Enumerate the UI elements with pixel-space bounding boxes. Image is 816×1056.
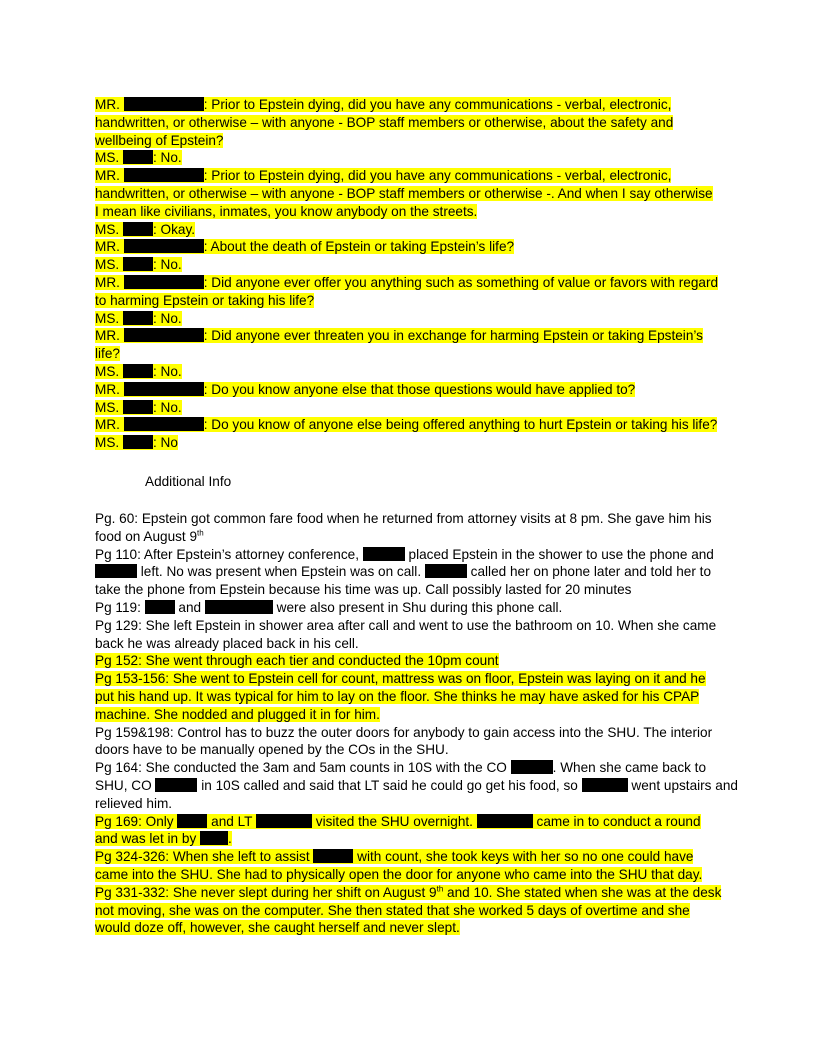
note-text: back he was already placed back in his cell. (95, 635, 359, 651)
transcript-line: MS. : Okay. (95, 221, 196, 237)
redaction-block (124, 97, 204, 111)
transcript-line: MS. : No. (95, 257, 182, 273)
note-text: with count, she took keys with her so no one could have (357, 849, 694, 865)
speaker-label: MS. (95, 310, 120, 326)
note-text: and was let in by (95, 831, 197, 847)
transcript-text: handwritten, or otherwise – with anyone - BOP staff members or otherwise -. And when I say otherwise (95, 185, 713, 201)
transcript-entry (95, 256, 725, 274)
note-text: and (178, 599, 202, 615)
transcript-text: handwritten, or otherwise – with anyone - BOP staff members or otherwise, about the safety and (95, 114, 674, 130)
superscript: th (436, 884, 444, 894)
transcript-line (95, 132, 725, 150)
transcript-entry (95, 96, 725, 149)
transcript-entry (95, 274, 725, 310)
note-text: relieved him. (95, 795, 173, 811)
transcript-line: MS. : No. (95, 150, 182, 166)
redaction-block (313, 849, 353, 863)
transcript-entry (95, 363, 725, 381)
note-text: in 10S called and said that LT said he could go get his food, so (201, 777, 578, 793)
transcript-entry (95, 416, 725, 434)
redaction-block (363, 547, 405, 561)
speaker-label: MR. (95, 168, 120, 184)
redaction-block (155, 778, 197, 792)
note-text: Pg 129: She left Epstein in shower area after call and went to use the bathroom on 10. When she came (95, 617, 717, 633)
note-text: would doze off, however, she caught herself and never slept. (95, 920, 460, 936)
transcript-text: About the death of Epstein or taking Epstein’s life? (210, 239, 515, 255)
note-pg110 (95, 546, 725, 599)
transcript-text: Prior to Epstein dying, did you have any communications - verbal, electronic, (211, 168, 672, 184)
note-pg152 (95, 652, 725, 670)
note-text: take the phone from Epstein because his time was up. Call possibly lasted for 20 minutes (95, 582, 632, 598)
transcript-text: to harming Epstein or taking his life? (95, 292, 315, 308)
redaction-block (124, 168, 204, 182)
redaction-block (123, 364, 153, 378)
transcript-line: MS. : No. (95, 399, 182, 415)
transcript-line: MR. : Prior to Epstein dying, did you have any communications - verbal, electronic, (95, 97, 672, 112)
redaction-block (95, 564, 137, 578)
note-pg331 (95, 884, 725, 937)
transcript-text: Do you know anyone else that those questions would have applied to? (211, 381, 636, 397)
note-text: Pg 331-332: She never slept during her shift on August 9 (95, 884, 437, 900)
section-heading: Additional Info (145, 474, 232, 489)
transcript-text: Prior to Epstein dying, did you have any communications - verbal, electronic, (211, 97, 672, 112)
note-text: food on August 9 (95, 528, 198, 544)
note-text: doors have to be manually opened by the COs in the SHU. (95, 742, 449, 758)
speaker-label: MS. (95, 257, 120, 273)
transcript-line: MR. : Did anyone ever threaten you in exchange for harming Epstein or taking Epstein’s (95, 328, 703, 344)
speaker-label: MS. (95, 150, 120, 166)
transcript-line (95, 345, 725, 363)
note-text: . When she came back to (552, 760, 707, 776)
transcript-line (95, 185, 725, 203)
note-pg169 (95, 813, 725, 849)
note-text: Pg 153-156: She went to Epstein cell for count, mattress was on floor, Epstein was laying on it and he (95, 671, 706, 687)
note-text: visited the SHU overnight. (315, 813, 473, 829)
transcript-entry (95, 221, 725, 239)
transcript-text: life? (95, 346, 120, 362)
transcript-line (95, 292, 725, 310)
transcript-line: MR. : About the death of Epstein or taking Epstein’s life? (95, 239, 515, 255)
note-pg60 (95, 510, 725, 546)
note-text: machine. She nodded and plugged it in for him. (95, 706, 380, 722)
transcript-entry (95, 149, 725, 167)
redaction-block (256, 814, 312, 828)
interview-transcript (95, 96, 725, 452)
note-text: called her on phone later and told her to (470, 564, 711, 580)
transcript-line: MR. : Did anyone ever offer you anything such as something of value or favors with regard (95, 274, 719, 290)
speaker-label: MR. (95, 417, 120, 433)
transcript-text: No. (160, 363, 182, 379)
note-text: Pg 152: She went through each tier and conducted the 10pm count (95, 653, 499, 669)
note-text: Pg 110: After Epstein’s attorney conference, (95, 546, 359, 562)
transcript-entry (95, 381, 725, 399)
speaker-label: MR. (95, 274, 120, 290)
note-text: and 10. She stated when she was at the desk (447, 884, 722, 900)
note-text: not moving, she was on the computer. She then stated that she worked 5 days of overtime and she (95, 902, 690, 918)
speaker-label: MS. (95, 221, 120, 237)
transcript-text: No. (160, 150, 182, 166)
note-text: were also present in Shu during this phone call. (276, 599, 563, 615)
transcript-entry (95, 327, 725, 363)
note-text: placed Epstein in the shower to use the phone and (408, 546, 714, 562)
note-text: Pg 169: Only (95, 813, 174, 829)
speaker-label: MS. (95, 363, 120, 379)
transcript-entry (95, 399, 725, 417)
transcript-line: MS. : No (95, 435, 178, 451)
speaker-label: MS. (95, 435, 120, 451)
note-text: Pg 159&198: Control has to buzz the outer doors for anybody to gain access into the SHU. The interior (95, 724, 713, 740)
transcript-line: MS. : No. (95, 363, 182, 379)
note-text: came into the SHU. She had to physically open the door for anyone who came into the SHU that day. (95, 866, 703, 882)
transcript-text: Did anyone ever offer you anything such as something of value or favors with regard (211, 274, 719, 290)
transcript-entry (95, 310, 725, 328)
transcript-line: MS. : No. (95, 310, 182, 326)
redaction-block (124, 382, 204, 396)
transcript-entry (95, 167, 725, 220)
note-pg129 (95, 617, 725, 653)
note-pg164 (95, 759, 738, 812)
note-text: Pg 119: (95, 599, 141, 615)
redaction-block (205, 600, 273, 614)
transcript-text: Do you know of anyone else being offered anything to hurt Epstein or taking his life? (211, 417, 718, 433)
redaction-block (123, 257, 153, 271)
redaction-block (124, 239, 204, 253)
note-text: went upstairs and (631, 777, 738, 793)
redaction-block (124, 275, 204, 289)
redaction-block (511, 760, 553, 774)
speaker-label: MR. (95, 97, 120, 112)
note-text: . (228, 831, 232, 847)
speaker-label: MR. (95, 328, 120, 344)
transcript-text: I mean like civilians, inmates, you know anybody on the streets. (95, 203, 478, 219)
speaker-label: MS. (95, 399, 120, 415)
note-text: Pg 164: She conducted the 3am and 5am counts in 10S with the CO (95, 760, 507, 776)
speaker-label: MR. (95, 381, 120, 397)
transcript-text: wellbeing of Epstein? (95, 132, 224, 148)
redaction-block (123, 311, 153, 325)
redaction-block (425, 564, 467, 578)
note-pg119 (95, 599, 725, 617)
note-text: came in to conduct a round (536, 813, 701, 829)
note-text: Pg 324-326: When she left to assist (95, 849, 310, 865)
redaction-block (145, 600, 175, 614)
note-pg324 (95, 848, 725, 884)
redaction-block (123, 222, 153, 236)
redaction-block (123, 150, 153, 164)
redaction-block (177, 814, 207, 828)
transcript-line (95, 203, 725, 221)
speaker-label: MR. (95, 239, 120, 255)
transcript-entry (95, 434, 725, 452)
redaction-block (124, 417, 204, 431)
additional-info-notes (95, 510, 738, 937)
note-text: and LT (211, 813, 253, 829)
note-pg159 (95, 724, 725, 760)
redaction-block (123, 400, 153, 414)
transcript-text: Did anyone ever threaten you in exchange for harming Epstein or taking Epstein’s (211, 328, 703, 344)
redaction-block (582, 778, 628, 792)
redaction-block (124, 328, 204, 342)
transcript-text: No. (160, 399, 182, 415)
note-pg153 (95, 670, 725, 723)
redaction-block (200, 831, 228, 845)
transcript-line: MR. : Prior to Epstein dying, did you have any communications - verbal, electronic, (95, 168, 672, 184)
transcript-line: MR. : Do you know of anyone else being offered anything to hurt Epstein or taking his life? (95, 417, 718, 433)
transcript-text: No (160, 435, 178, 451)
transcript-text: No. (160, 310, 182, 326)
transcript-text: Okay. (160, 221, 196, 237)
note-text: put his hand up. It was typical for him to lay on the floor. She thinks he may have asked for his CPAP (95, 688, 700, 704)
redaction-block (123, 435, 153, 449)
redaction-block (477, 814, 533, 828)
transcript-text: No. (160, 257, 182, 273)
superscript: th (197, 528, 204, 538)
transcript-line: MR. : Do you know anyone else that those questions would have applied to? (95, 381, 636, 397)
transcript-line (95, 114, 725, 132)
transcript-entry (95, 238, 725, 256)
note-text: left. No was present when Epstein was on call. (140, 564, 422, 580)
note-text: Pg. 60: Epstein got common fare food when he returned from attorney visits at 8 pm. She gave him his (95, 511, 712, 526)
note-text: SHU, CO (95, 777, 152, 793)
